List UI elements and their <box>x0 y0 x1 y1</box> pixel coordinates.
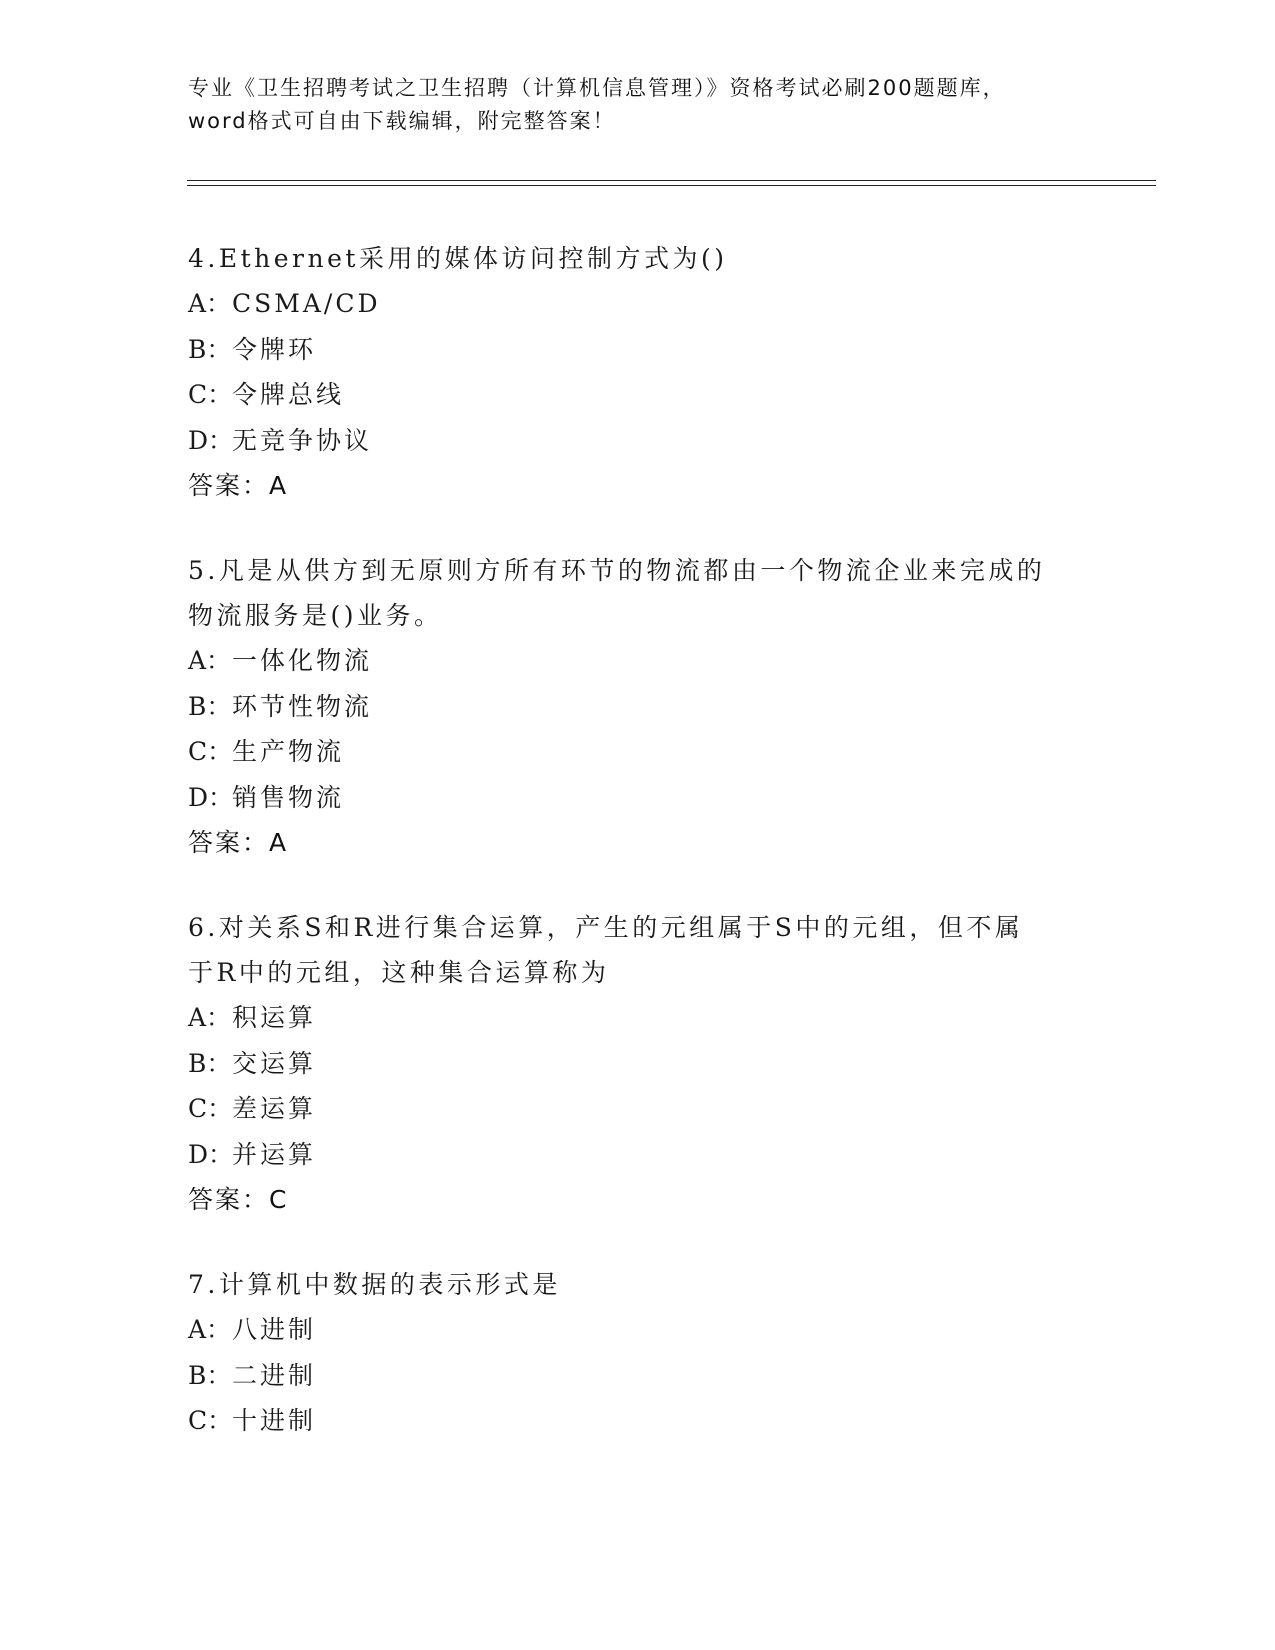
question-stem-line: 6.对关系S和R进行集合运算，产生的元组属于S中的元组，但不属 <box>188 913 1024 942</box>
document-header <box>188 72 1088 138</box>
question-stem <box>188 905 1088 995</box>
answer-option <box>188 1132 1088 1178</box>
question-block <box>188 905 1088 1222</box>
question-block <box>188 236 1088 508</box>
answer-key: 答案：A <box>188 828 289 857</box>
question-block <box>188 1262 1088 1444</box>
question-stem-line: 5.凡是从供方到无原则方所有环节的物流都由一个物流企业来完成的 <box>188 556 1046 585</box>
question-stem-line: 于R中的元组，这种集合运算称为 <box>188 958 610 987</box>
option-text: 积运算 <box>232 1003 317 1032</box>
answer-option <box>188 684 1088 730</box>
question-stem-line: 4.Ethernet采用的媒体访问控制方式为() <box>188 244 728 273</box>
option-text: 八进制 <box>232 1315 317 1344</box>
option-text: 环节性物流 <box>232 691 373 721</box>
option-letter: B： <box>188 1048 232 1078</box>
answer-option <box>188 418 1088 464</box>
answer-option <box>188 327 1088 373</box>
question-list <box>188 236 1088 1484</box>
option-text: 生产物流 <box>232 737 345 766</box>
option-letter: B： <box>188 334 232 364</box>
option-text: 令牌总线 <box>232 380 345 409</box>
option-letter: C： <box>188 380 233 409</box>
answer-option <box>188 1041 1088 1087</box>
option-letter: D： <box>188 782 234 812</box>
option-letter: A： <box>188 646 232 675</box>
option-letter: B： <box>188 691 232 721</box>
option-text: 销售物流 <box>232 782 345 812</box>
option-letter: D： <box>188 1139 234 1169</box>
question-stem-line: 7.计算机中数据的表示形式是 <box>188 1270 561 1299</box>
option-letter: A： <box>188 1003 232 1032</box>
option-letter: C： <box>188 1406 233 1435</box>
header-divider-top <box>187 180 1156 181</box>
option-text: 一体化物流 <box>232 646 373 675</box>
option-text: 令牌环 <box>232 334 317 364</box>
question-stem <box>188 548 1088 638</box>
question-stem <box>188 1262 1088 1307</box>
question-stem <box>188 236 1088 281</box>
option-text: 二进制 <box>232 1360 317 1390</box>
question-block <box>188 548 1088 865</box>
option-letter: C： <box>188 737 233 766</box>
option-text: 十进制 <box>232 1406 317 1435</box>
answer-option <box>188 1398 1088 1444</box>
option-letter: A： <box>188 1315 232 1344</box>
option-letter: B： <box>188 1360 232 1390</box>
option-text: 并运算 <box>232 1139 317 1169</box>
header-line-2: word格式可自由下载编辑，附完整答案！ <box>188 109 616 133</box>
answer-option <box>188 1353 1088 1399</box>
option-letter: A： <box>188 289 232 318</box>
header-divider-bottom <box>187 185 1156 186</box>
header-line-1: 专业《卫生招聘考试之卫生招聘（计算机信息管理）》资格考试必刷200题题库， <box>188 76 1006 100</box>
option-text: 交运算 <box>232 1048 317 1078</box>
answer-option <box>188 729 1088 775</box>
answer-option <box>188 372 1088 418</box>
option-text: 差运算 <box>232 1094 317 1123</box>
option-letter: C： <box>188 1094 233 1123</box>
option-letter: D： <box>188 425 234 455</box>
answer-option <box>188 281 1088 327</box>
answer-option <box>188 1086 1088 1132</box>
answer-option <box>188 995 1088 1041</box>
answer-option <box>188 638 1088 684</box>
question-stem-line: 物流服务是()业务。 <box>188 601 443 630</box>
answer-key: 答案：C <box>188 1185 289 1214</box>
answer-option <box>188 775 1088 821</box>
answer-key: 答案：A <box>188 471 289 500</box>
option-text: 无竞争协议 <box>232 425 373 455</box>
option-text: CSMA/CD <box>232 289 381 318</box>
answer-option <box>188 1307 1088 1353</box>
